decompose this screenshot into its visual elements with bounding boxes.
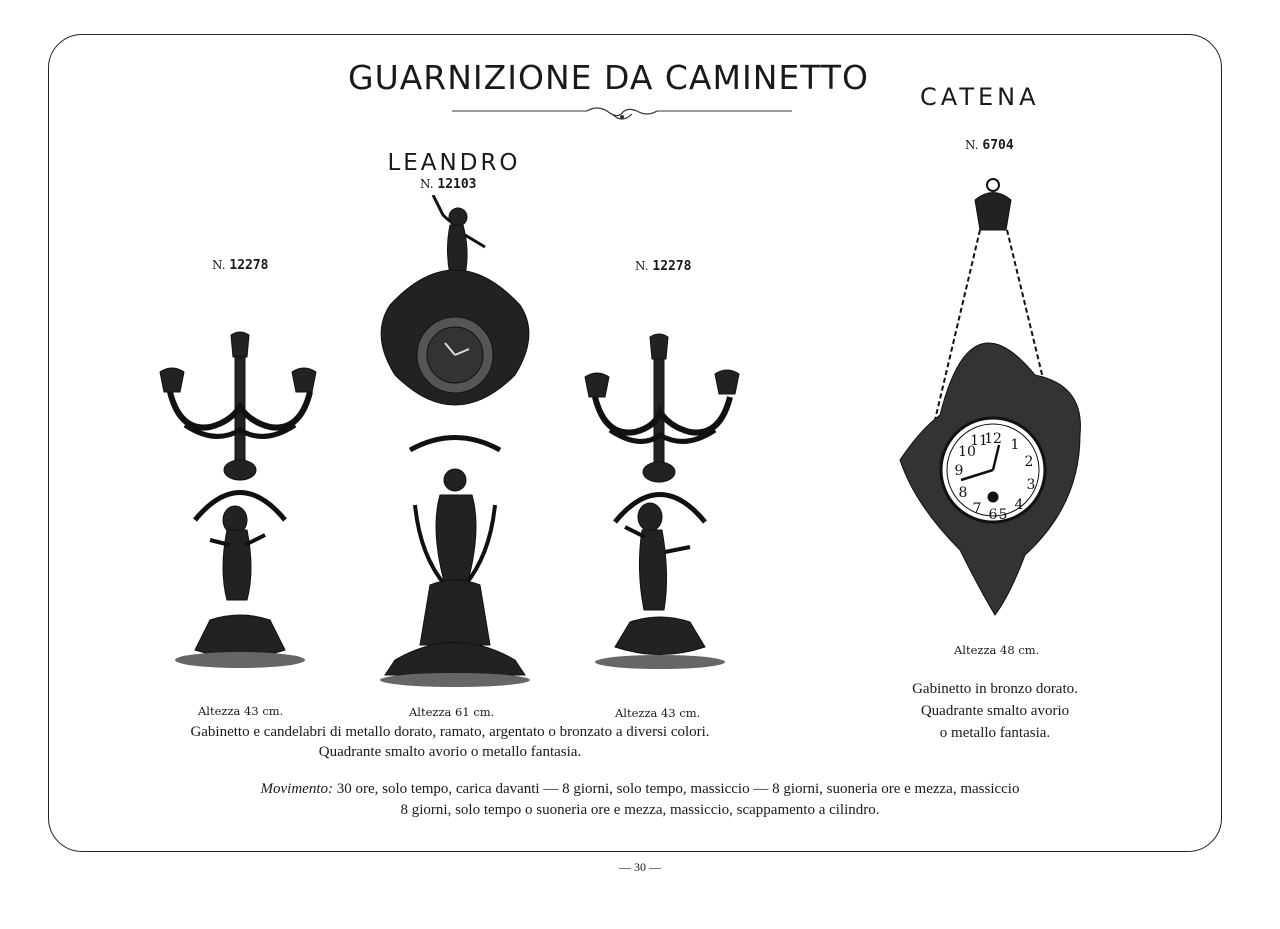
set-description [150, 722, 750, 762]
candelabra-right-illustration [580, 332, 750, 687]
clock-leandro-illustration [370, 195, 540, 690]
svg-text:7: 7 [972, 501, 982, 517]
height-center: Altezza 61 cm. [409, 705, 495, 719]
wall-description-line1: Gabinetto in bronzo dorato. [912, 681, 1078, 697]
svg-text:5: 5 [998, 507, 1008, 523]
wall-clock-illustration [895, 175, 1090, 630]
title-ornament [452, 106, 792, 126]
item-number-center: N. 12103 [420, 177, 477, 192]
set-description-line1: Gabinetto e candelabri di metallo dorato, ramato, argentato o bronzato a diversi colori. [190, 724, 710, 740]
height-left: Altezza 43 cm. [198, 704, 284, 718]
movement-line1: 30 ore, solo tempo, carica davanti — 8 giorni, solo tempo, massiccio — 8 giorni, suoneria ore e mezza, massiccio [336, 781, 1020, 797]
candelabra-left-illustration [155, 330, 325, 685]
movement-line2: 8 giorni, solo tempo o suoneria ore e mezza, massiccio, scappamento a cilindro. [400, 802, 880, 818]
title-main: GUARNIZIONE DA CAMINETTO [348, 58, 869, 97]
svg-text:4: 4 [1014, 497, 1024, 513]
wall-description-line2: Quadrante smalto avorio [920, 703, 1070, 719]
page-title [0, 58, 1280, 111]
clock-name: LEANDRO [387, 150, 521, 176]
page-number: — 30 — [619, 860, 661, 874]
movement-label: Movimento: [260, 781, 333, 797]
svg-text:8: 8 [958, 485, 968, 501]
item-number-wall: N. 6704 [965, 138, 1014, 153]
svg-text:11: 11 [970, 433, 988, 449]
title-side: CATENA [920, 83, 1040, 111]
item-number-right: N. 12278 [635, 259, 692, 274]
svg-text:9: 9 [954, 463, 964, 479]
item-number-left: N. 12278 [212, 258, 269, 273]
wall-description-line3: o metallo fantasia. [939, 725, 1051, 741]
wall-description [880, 678, 1110, 744]
height-right: Altezza 43 cm. [615, 706, 701, 720]
set-description-line2: Quadrante smalto avorio o metallo fantasia. [318, 744, 582, 760]
svg-text:1: 1 [1010, 437, 1020, 453]
movement-notes [60, 779, 1220, 821]
svg-text:12: 12 [984, 431, 1002, 447]
svg-text:2: 2 [1024, 454, 1034, 470]
svg-text:3: 3 [1026, 477, 1036, 493]
svg-text:6: 6 [988, 507, 998, 523]
svg-text:10: 10 [958, 444, 976, 460]
height-wall: Altezza 48 cm. [954, 643, 1040, 657]
